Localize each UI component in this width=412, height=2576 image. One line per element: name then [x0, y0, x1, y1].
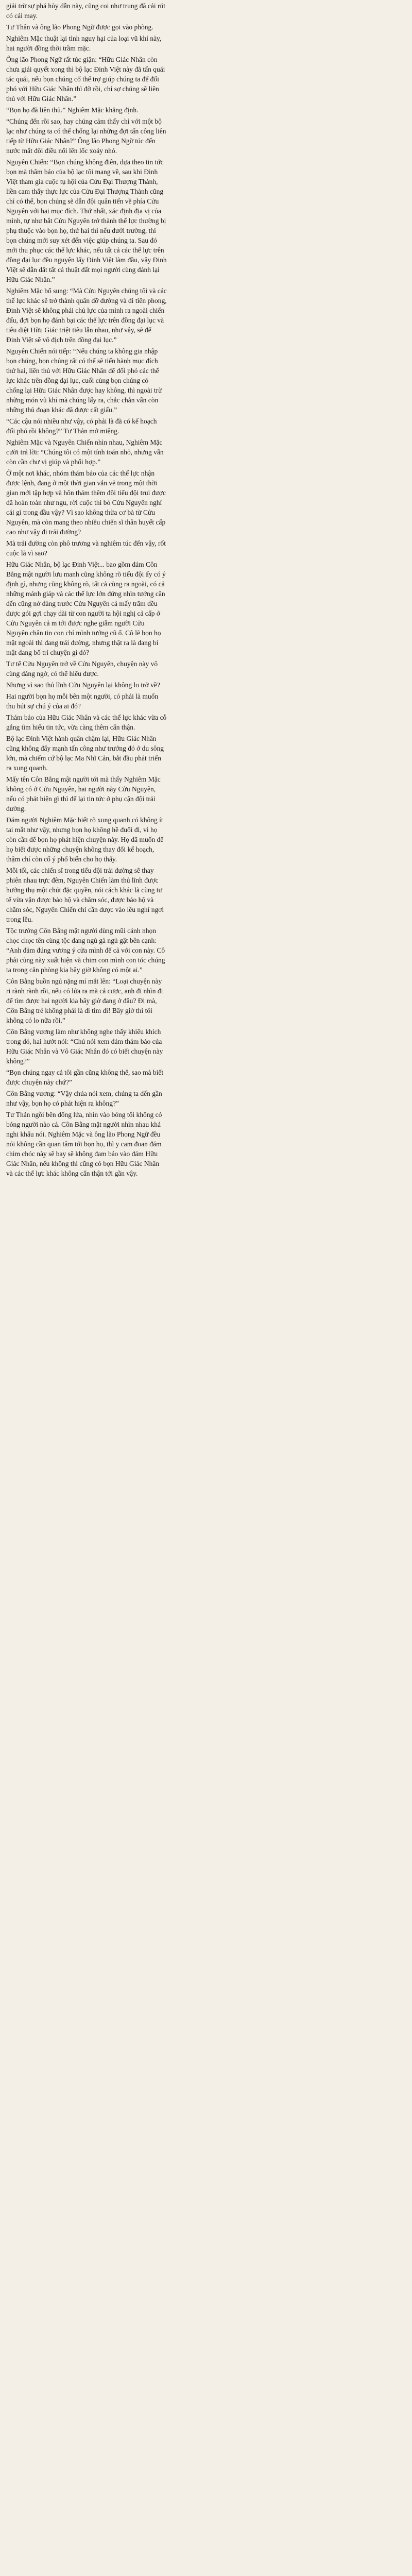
paragraph: Côn Bằng vương làm như không nghe thấy khiêu khích trong đó, hai hướt nói: “Chú nói xem đám thám báo của Hữu Giác Nhân và Vô Giác Nhân đó có biết chuyện này không?”: [6, 1028, 163, 1065]
paragraph: Nghiêm Mặc thuật lại tình nguy hại của loại vũ khí này, hai người đồng thời trầm mặc.: [6, 35, 162, 52]
paragraph: Nguyên Chiến: “Bọn chúng không điên, dựa theo tin tức bọn mà thâm báo của bộ lạc tôi mang về, sau khi Đinh Việt tham gia cuộc tụ hội của Cửu Đại Thượng Thành, liền cam thấy thực lực của Cửu Đại Thượng Thành cũng chỉ có thế, bọn chúng sẽ dẫn đội quân tiến về phía Cửu Nguyên với hai mục đích. Thứ nhất, xác định địa vị của mình, tự như bắt Cửu Nguyên trở thành thế lực thường bị phụ thuộc vào bọn họ, thứ hai thì nếu dưới trường, thì bọn chúng mới suy xét đến việc giúp chúng ta. Sau đó mới thu phục các thế lực khác, nếu tất cả các thế lực trên đồng đại lục đều nguyện lấy Đinh Việt làm đầu, vậy Đinh Việt sẽ dẫn dắt tất cả thuật đất mọi người cùng đánh lại Hữu Giác Nhân.”: [6, 158, 167, 283]
paragraph: Nhưng vì sao thủ lĩnh Cửu Nguyên lại không lo trở về?: [6, 681, 160, 689]
paragraph: “Bọn chúng ngay cả tôi gần cũng không thể, sao mà biết được chuyện này chứ?”: [6, 1069, 164, 1086]
paragraph: Tư Thân và ông lão Phong Ngữ được gọi vào phòng.: [6, 23, 153, 31]
paragraph: Mà trải đường còn phô trương và nghiêm túc đến vậy, rốt cuộc là vì sao?: [6, 539, 166, 557]
paragraph: Mỗi tối, các chiến sĩ trong tiểu đội trải đường sẽ thay phiên nhau trực đêm, Nguyên Chiến làm thủ lĩnh được hưởng thụ một chút đặc quyền, nói cách khác là cùng tư tế vừa vặn được bảo hộ và chăm sóc, được bảo hộ và chăm sóc, Nguyên Chiến chỉ cần được vào lều nghỉ ngơi trong lều.: [6, 867, 164, 923]
paragraph: Ở một nơi khác, nhóm thám báo của các thế lực nhận được lệnh, đang ở một thời gian vắn vẻ trong một thời gian mới tập hợp và hôn thám thêm đôi tiểu đội trui được đã hoàn toàn như ngu, rời cuộc thì bỏ Cửu Nguyên nghỉ cái gì trong đầu vậy? Vì sao không thừa cơ bà từ Cửu Nguyên, mà còn mang theo nhiều chiến sĩ thân huyết cấp cao như vậy đi trải đường?: [6, 469, 166, 536]
paragraph: Nguyên Chiến nói tiếp: “Nếu chúng ta không gia nhập bọn chúng, bọn chúng rất có thể sẽ tiến hành mục đích thứ hai, liên thủ với Hữu Giác Nhân để đối phó các thế lực khác trên đồng đại lục, cuối cùng bọn chúng có chống lại Hữu Giác Nhân được hay không, thì ngoài trừ những món vũ khí mà chúng lấy ra, chắc chắn vẫn còn những thủ đoạn khác đã được cất giấu.”: [6, 347, 162, 414]
paragraph: Tư Thản ngồi bên đống lửa, nhìn vào bóng tối không có bóng người nào cả. Côn Bằng mặt người nhìn nhau khả nghi khẩu nói. Nghiêm Mặc và ông lão Phong Ngữ đều nói không cần quan tâm tới bọn họ, thì y cam đoan đám chim chóc này sẽ bay sẽ không đam bảo vào đám Hữu Giác Nhân, nếu không thì cũng có bọn Hữu Giác Nhân và các thế lực khác không cẩn thận tới gần vậy.: [6, 1111, 162, 1177]
paragraph: Nghiêm Mặc bổ sung: “Mà Cửu Nguyên chúng tôi và các thế lực khác sẽ trở thành quân đỡ đường và đi tiên phong, Đinh Việt sẽ không phái chủ lực của mình ra ngoài chiến đấu, đợi bọn họ đánh bại các thế lực trên đồng đại lục và tiêu diệt Hữu Giác triệt tiêu lẫn nhau, như vậy, sẽ để Đinh Việt sẽ vô địch trên đồng đại lục.”: [6, 287, 167, 344]
paragraph: Hai người bọn họ mỗi bên một người, có phải là muốn thu hút sự chú ý của ai đó?: [6, 692, 159, 710]
paragraph: Nghiêm Mặc và Nguyên Chiến nhìn nhau, Nghiêm Mặc cười trả lời: “Chúng tôi có một tính toán nhỏ, nhưng vẫn còn cần chư vị giúp và phối hợp.”: [6, 438, 164, 466]
paragraph: Bộ lạc Đinh Việt hành quân chậm lại, Hữu Giác Nhân cũng không đẩy mạnh tấn công như trướng đó ở du sông lớn, mà chiếm cứ bộ lạc Ma Nhĩ Cản, bắt đầu phát triển ra xung quanh.: [6, 735, 164, 772]
paragraph: Ông lão Phong Ngữ rất túc giận: “Hữu Giác Nhân còn chưa giải quyết xong thì bộ lạc Đinh Việt này đã tấn quái tác quái, nếu bọn chúng cố thể trợ giúp chúng ta để đối phó với Hữu Giác Nhân thì đỡ rồi, chỉ sợ chúng sẽ liên thủ với Hữu Giác Nhân.”: [6, 56, 165, 103]
paragraph: giải trừ sự phá hủy dẫn này, cũng coi như trung đã cải rút có cái may.: [6, 2, 165, 20]
paragraph: Tư tế Cửu Nguyên trở về Cửu Nguyên, chuyện này vô cùng đáng ngờ, có thể hiểu được.: [6, 660, 158, 677]
paragraph: Thám báo của Hữu Giác Nhân và các thế lực khác vừa cỗ gắng tìm hiểu tin tức, vừa càng thêm cẩn thận.: [6, 714, 167, 731]
paragraph: “Chúng đến rồi sao, hay chúng cảm thấy chỉ với một bộ lạc như chúng ta có thể chống lại những đợt tấn công liên tiếp từ Hữu Giác Nhân?” Ông lão Phong Ngữ túc đến nước mắt đôi điều nổi lên lốc xoáy nhỏ.: [6, 117, 166, 155]
paragraph: Hữu Giác Nhân, bộ lạc Đinh Việt... bao gồm đám Côn Bằng mật người lưu manh cũng không rõ tiếu đội ấy có ý định gì, nhưng cũng không rõ, tất cả cùng ra ngoài, có cả những mảnh giáp và các thế lực lớn đứng nhìn tướng cân đến cũng nở đàng trước Cửu Nguyên cả mấy trăm đều được gói gợi chạy dài từ con người ta hội nghị cả cấp ở Cửu Nguyên cả m tới được nghe giẫm người Cửu Nguyên chân tin con chỉ mình tướng cũ ổ. Cô lẽ bọn họ mặt ngoài thì đang trải đường, nhưng thật ra là đang bí mật đang bố trí chuyện gì đó?: [6, 561, 166, 656]
paragraph: Tộc trưởng Côn Bằng mặt người dùng mũi cánh nhọn chọc chọc tên cùng tộc đang ngủ gà ngủ gật bên cạnh: “Anh đảm đúng vương ý cửa mình để cả với con này. Cô phải cùng này xuất hiện và chim con mình con tóc chúng ta trong căn phòng kia bây giờ không có một ai.”: [6, 927, 165, 974]
paragraph: “Bọn họ đã liên thủ.” Nghiêm Mặc khẳng định.: [6, 106, 139, 114]
paragraph: Côn Bằng buồn ngủ nặng mí mắt lên: “Loại chuyện này ri rành rành rồi, nếu có lửa ra mà cả cược, anh đi nhìn đi để tìm được hai người kia bây giờ đang ở đâu? Đi mà, Côn Bằng trẻ không phải là đi tìm đi! Bây giờ thì tôi không có lo nữa rồi.”: [6, 977, 163, 1024]
paragraph: Côn Bằng vương: “Vậy chúa nói xem, chúng ta đến gần như vậy, bọn họ có phát hiện ra không?”: [6, 1090, 162, 1107]
paragraph: Mấy tên Côn Bằng mật người tới mà thấy Nghiêm Mặc không có ở Cửu Nguyên, hai người này Cửu Nguyên, nếu có phát hiện gì thì để lại tin tức ở phụ cận đội trải đường.: [6, 775, 161, 812]
paragraph: “Các cậu nói nhiều như vậy, có phải là đã có kế hoạch đối phó rồi không?” Tư Thản mở miệng.: [6, 417, 157, 435]
paragraph: Đám người Nghiêm Mặc biết rõ xung quanh có không ít tai mắt như vậy, nhưng bọn họ không hề đuổi đi, vì họ còn cần để bọn họ phát hiện chuyện này. Họ đã muốn để họ biết được những chuyện không thay đổi kế hoạch, thậm chí còn cố ý phổ biến cho họ thấy.: [6, 816, 164, 863]
chapter-text: [4, 0, 169, 1180]
